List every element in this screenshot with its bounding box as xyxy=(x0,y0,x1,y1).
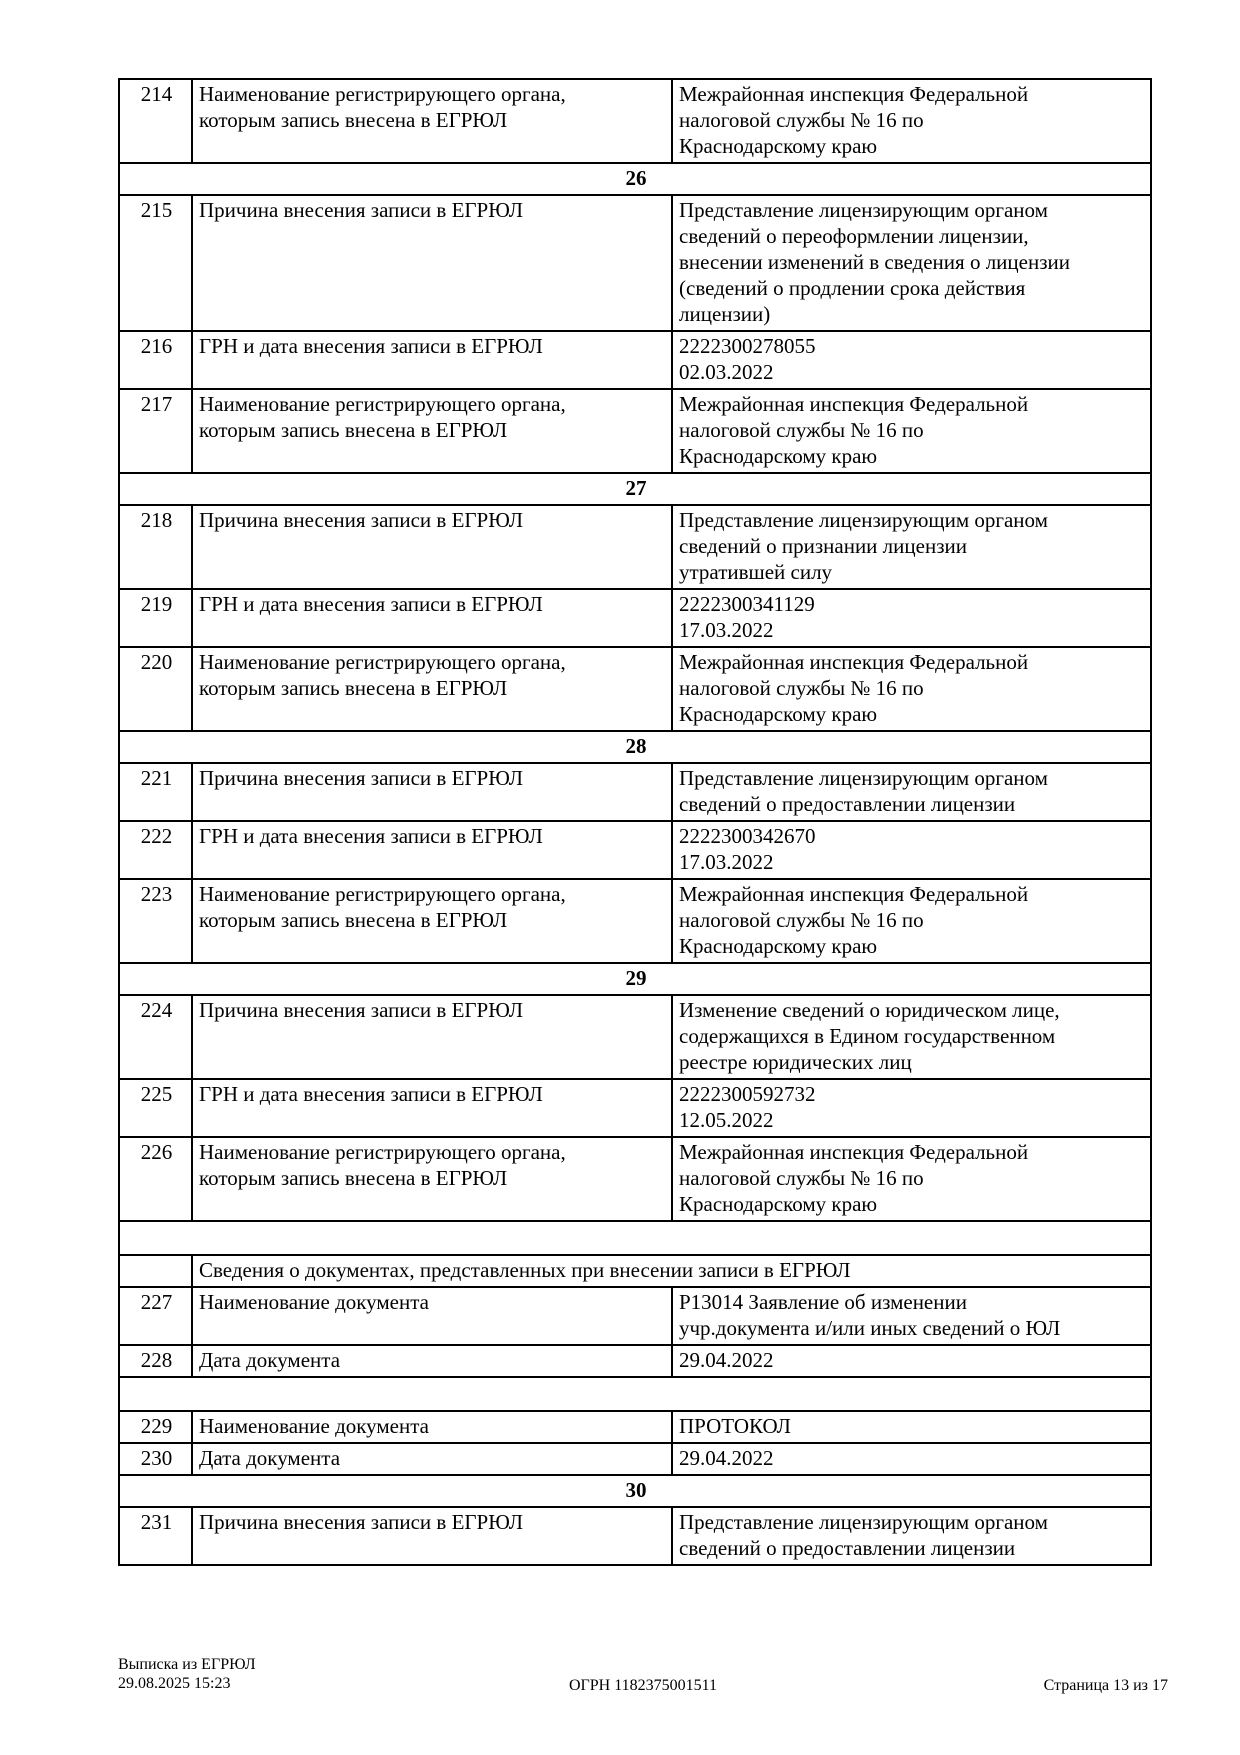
row-value: 29.04.2022 xyxy=(672,1443,1151,1475)
page-footer xyxy=(118,1655,1168,1697)
footer-ogrn: ОГРН 1182375001511 xyxy=(568,1677,718,1694)
row-number: 215 xyxy=(119,195,192,331)
row-label: ГРН и дата внесения записи в ЕГРЮЛ xyxy=(192,821,672,879)
row-value: Межрайонная инспекция Федеральной налоговой службы № 16 по Краснодарскому краю xyxy=(672,389,1151,473)
row-number: 225 xyxy=(119,1079,192,1137)
row-number: 231 xyxy=(119,1507,192,1565)
row-number: 221 xyxy=(119,763,192,821)
table-row xyxy=(119,1345,1151,1377)
spacer-row xyxy=(119,1377,1151,1411)
subheader-row xyxy=(119,1255,1151,1287)
row-label: ГРН и дата внесения записи в ЕГРЮЛ xyxy=(192,589,672,647)
table-row xyxy=(119,1287,1151,1345)
section-number: 30 xyxy=(119,1475,1151,1507)
table-row xyxy=(119,389,1151,473)
row-value: Представление лицензирующим органом сведений о признании лицензии утратившей силу xyxy=(672,505,1151,589)
table-row xyxy=(119,1507,1151,1565)
section-row xyxy=(119,963,1151,995)
row-value: Межрайонная инспекция Федеральной налоговой службы № 16 по Краснодарскому краю xyxy=(672,647,1151,731)
row-number: 216 xyxy=(119,331,192,389)
row-number: 223 xyxy=(119,879,192,963)
row-value: Представление лицензирующим органом сведений о переоформлении лицензии, внесении изменений в сведения о лицензии (сведений о продлении срока действия лицензии) xyxy=(672,195,1151,331)
section-row xyxy=(119,473,1151,505)
table-row xyxy=(119,79,1151,163)
section-number: 26 xyxy=(119,163,1151,195)
table-row xyxy=(119,995,1151,1079)
spacer-cell xyxy=(119,1221,1151,1255)
row-label: Наименование регистрирующего органа, которым запись внесена в ЕГРЮЛ xyxy=(192,389,672,473)
table-row xyxy=(119,505,1151,589)
row-number: 219 xyxy=(119,589,192,647)
row-number: 220 xyxy=(119,647,192,731)
row-number: 228 xyxy=(119,1345,192,1377)
row-label: Причина внесения записи в ЕГРЮЛ xyxy=(192,195,672,331)
footer-datetime: 29.08.2025 15:23 xyxy=(118,1675,231,1692)
row-value: Р13014 Заявление об изменении учр.документа и/или иных сведений о ЮЛ xyxy=(672,1287,1151,1345)
table-row xyxy=(119,763,1151,821)
table-row xyxy=(119,1411,1151,1443)
row-value: 2222300341129 17.03.2022 xyxy=(672,589,1151,647)
row-label: Дата документа xyxy=(192,1443,672,1475)
row-label: Причина внесения записи в ЕГРЮЛ xyxy=(192,1507,672,1565)
table-row xyxy=(119,821,1151,879)
documents-subheader: Сведения о документах, представленных при внесении записи в ЕГРЮЛ xyxy=(192,1255,1151,1287)
row-number: 226 xyxy=(119,1137,192,1221)
row-value: Представление лицензирующим органом сведений о предоставлении лицензии xyxy=(672,763,1151,821)
row-number-empty xyxy=(119,1255,192,1287)
section-number: 29 xyxy=(119,963,1151,995)
row-value: Представление лицензирующим органом сведений о предоставлении лицензии xyxy=(672,1507,1151,1565)
row-label: Наименование документа xyxy=(192,1287,672,1345)
row-value: Межрайонная инспекция Федеральной налоговой службы № 16 по Краснодарскому краю xyxy=(672,79,1151,163)
row-value: 29.04.2022 xyxy=(672,1345,1151,1377)
row-number: 218 xyxy=(119,505,192,589)
footer-doc-title: Выписка из ЕГРЮЛ xyxy=(118,1656,256,1673)
table-row xyxy=(119,1443,1151,1475)
row-value: 2222300278055 02.03.2022 xyxy=(672,331,1151,389)
footer-page-number: Страница 13 из 17 xyxy=(1043,1677,1168,1694)
row-label: Наименование документа xyxy=(192,1411,672,1443)
row-number: 214 xyxy=(119,79,192,163)
row-number: 222 xyxy=(119,821,192,879)
row-label: Наименование регистрирующего органа, которым запись внесена в ЕГРЮЛ xyxy=(192,1137,672,1221)
row-label: Наименование регистрирующего органа, которым запись внесена в ЕГРЮЛ xyxy=(192,79,672,163)
section-row xyxy=(119,1475,1151,1507)
row-label: ГРН и дата внесения записи в ЕГРЮЛ xyxy=(192,331,672,389)
row-number: 227 xyxy=(119,1287,192,1345)
row-label: Причина внесения записи в ЕГРЮЛ xyxy=(192,995,672,1079)
row-value: Межрайонная инспекция Федеральной налоговой службы № 16 по Краснодарскому краю xyxy=(672,879,1151,963)
row-value: Межрайонная инспекция Федеральной налоговой службы № 16 по Краснодарскому краю xyxy=(672,1137,1151,1221)
row-number: 230 xyxy=(119,1443,192,1475)
table-row xyxy=(119,331,1151,389)
footer-left xyxy=(118,1655,256,1693)
row-label: ГРН и дата внесения записи в ЕГРЮЛ xyxy=(192,1079,672,1137)
egrul-table-body xyxy=(119,79,1151,1565)
spacer-row xyxy=(119,1221,1151,1255)
row-label: Наименование регистрирующего органа, которым запись внесена в ЕГРЮЛ xyxy=(192,879,672,963)
row-value: ПРОТОКОЛ xyxy=(672,1411,1151,1443)
spacer-cell xyxy=(119,1377,1151,1411)
row-value: 2222300342670 17.03.2022 xyxy=(672,821,1151,879)
table-row xyxy=(119,1137,1151,1221)
section-number: 27 xyxy=(119,473,1151,505)
row-label: Дата документа xyxy=(192,1345,672,1377)
row-number: 217 xyxy=(119,389,192,473)
row-label: Причина внесения записи в ЕГРЮЛ xyxy=(192,505,672,589)
egrul-records-table xyxy=(118,78,1152,1566)
section-row xyxy=(119,163,1151,195)
section-row xyxy=(119,731,1151,763)
row-label: Наименование регистрирующего органа, которым запись внесена в ЕГРЮЛ xyxy=(192,647,672,731)
row-number: 224 xyxy=(119,995,192,1079)
row-value: 2222300592732 12.05.2022 xyxy=(672,1079,1151,1137)
table-row xyxy=(119,589,1151,647)
row-value: Изменение сведений о юридическом лице, содержащихся в Едином государственном реестре юридических лиц xyxy=(672,995,1151,1079)
row-label: Причина внесения записи в ЕГРЮЛ xyxy=(192,763,672,821)
row-number: 229 xyxy=(119,1411,192,1443)
table-row xyxy=(119,879,1151,963)
table-row xyxy=(119,647,1151,731)
table-row xyxy=(119,195,1151,331)
table-row xyxy=(119,1079,1151,1137)
section-number: 28 xyxy=(119,731,1151,763)
